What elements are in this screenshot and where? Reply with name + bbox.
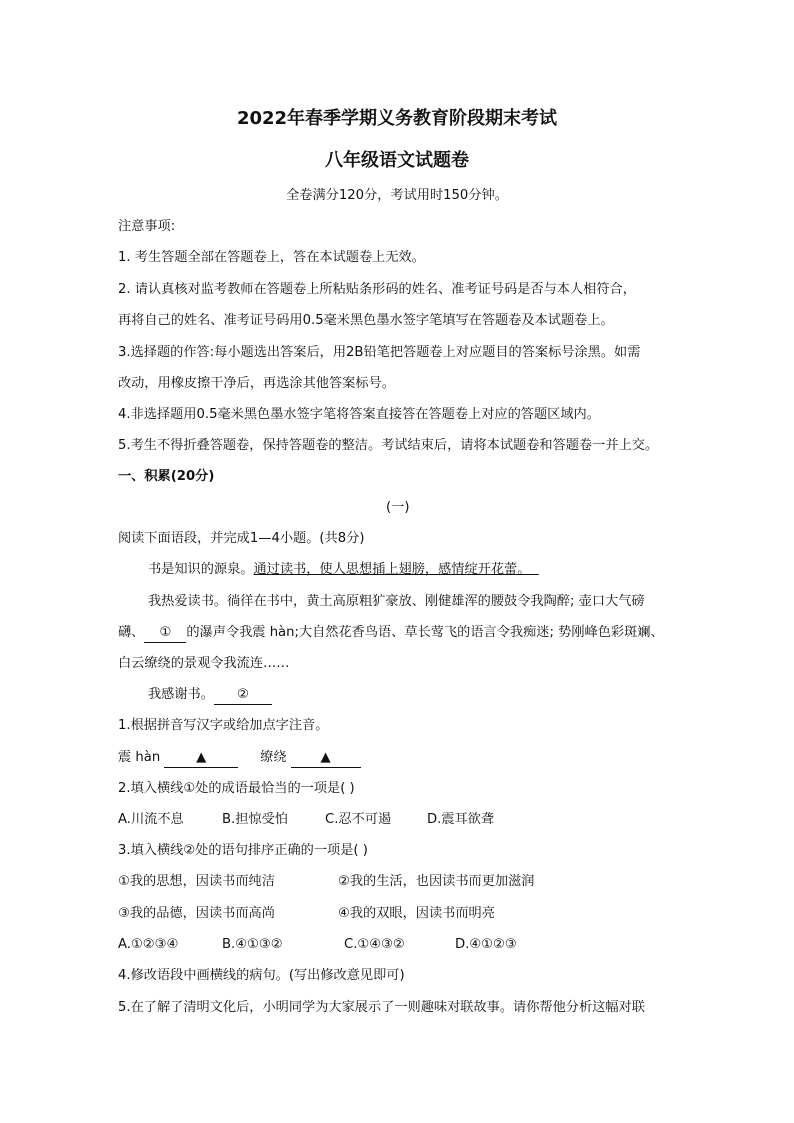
reading-intro: 阅读下面语段，并完成1—4小题。(共8分) [118, 531, 365, 546]
q3-option-d: D.④①②③ [455, 937, 517, 952]
q2-option-d: D.震耳欲聋 [427, 812, 495, 827]
q3-sentence-3: ③我的品德，因读书而高尚 [118, 906, 275, 921]
paragraph-3: 我感谢书。 ② [148, 686, 272, 705]
q3-option-a: A.①②③④ [118, 937, 179, 952]
notice-2-cont: 再将自己的姓名、准考证号码用0.5毫米黑色墨水签字笔填写在答题卷及本试题卷上。 [118, 313, 614, 328]
question-3: 3.填入横线②处的语句排序正确的一项是( ) [118, 843, 368, 858]
exam-title: 2022年春季学期义务教育阶段期末考试 [236, 108, 558, 129]
question-2: 2.填入横线①处的成语最恰当的一项是( ) [118, 781, 355, 796]
exam-info: 全卷满分120分，考试用时150分钟。 [286, 188, 508, 203]
paragraph-2-line-3: 白云缭绕的景观令我流连…… [118, 656, 290, 671]
notice-3: 3.选择题的作答:每小题选出答案后，用2B铅笔把答题卷上对应题目的答案标号涂黑。如需 [118, 345, 641, 360]
notice-5: 5.考生不得折叠答题卷，保持答题卷的整洁。考试结束后，请将本试题卷和答题卷一并上交。 [118, 438, 659, 453]
q3-option-b: B.④①③② [222, 937, 283, 952]
q2-option-c: C.忍不可遏 [325, 812, 392, 827]
answer-blank-2: ▲ [291, 749, 361, 768]
notice-2: 2. 请认真核对监考教师在答题卷上所粘贴条形码的姓名、准考证号码是否与本人相符合， [118, 282, 636, 297]
q2-option-a: A.川流不息 [118, 812, 184, 827]
notice-4: 4.非选择题用0.5毫米黑色墨水签字笔将答案直接答在答题卷上对应的答题区域内。 [118, 407, 600, 422]
question-5: 5.在了解了清明文化后，小明同学为大家展示了一则趣味对联故事。请你帮他分析这幅对联 [118, 1000, 645, 1015]
notice-1: 1. 考生答题全部在答题卷上，答在本试题卷上无效。 [118, 250, 425, 265]
q3-sentence-4: ④我的双眼，因读书而明亮 [338, 906, 495, 921]
answer-blank-1: ▲ [164, 749, 238, 768]
blank-1: ① [144, 624, 186, 643]
q2-option-b: B.担惊受怕 [222, 812, 288, 827]
q3-sentence-2: ②我的生活，也因读书而更加滋润 [338, 874, 535, 889]
question-1: 1.根据拼音写汉字或给加点字注音。 [118, 718, 329, 733]
section-heading: 一、积累(20分) [118, 469, 215, 484]
paragraph-1 [148, 561, 539, 579]
notice-heading: 注意事项: [118, 219, 176, 234]
question-1-items: 震 hàn ▲ 缭绕 ▲ [118, 749, 361, 768]
question-4: 4.修改语段中画横线的病句。(写出修改意见即可) [118, 968, 405, 983]
notice-3-cont: 改动，用橡皮擦干净后，再选涂其他答案标号。 [118, 376, 395, 391]
q3-option-c: C.①④③② [344, 937, 405, 952]
exam-subtitle: 八年级语文试题卷 [325, 150, 469, 171]
underlined-sentence: 通过读书，使人思想插上翅膀，感情绽开花蕾。 [253, 562, 531, 577]
q3-sentence-1: ①我的思想，因读书而纯洁 [118, 874, 275, 889]
blank-2: ② [214, 686, 272, 705]
paragraph-2-line-1: 我热爱读书。徜徉在书中，黄土高原粗犷豪放、刚健雄浑的腰鼓令我陶醉; 壶口大气磅 [148, 594, 645, 609]
paragraph-1-text: 书是知识的源泉。 [148, 562, 254, 577]
paragraph-2-line-2: 礴、 ① 的瀑声令我震 hàn;大自然花香鸟语、草长莺飞的语言令我痴迷; 势刚峰色彩斑斓、 [118, 624, 664, 643]
part-label: (一) [386, 500, 410, 515]
